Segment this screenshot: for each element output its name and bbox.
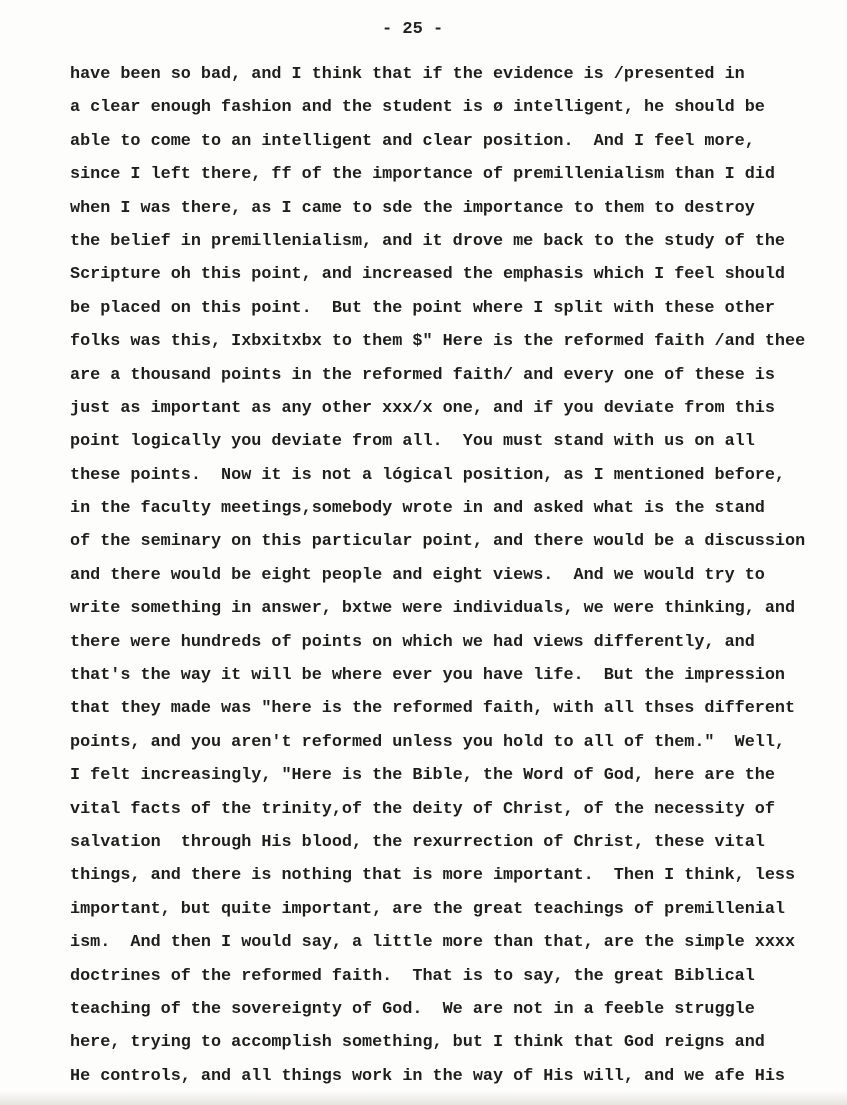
text-line: point logically you deviate from all. You must stand with us on all bbox=[70, 432, 755, 452]
text-line: Scripture oh this point, and increased the emphasis which I feel should bbox=[70, 265, 785, 285]
text-line: able to come to an intelligent and clear position. And I feel more, bbox=[70, 131, 755, 151]
page-bottom-edge bbox=[0, 1091, 847, 1105]
typewritten-body bbox=[70, 58, 805, 1093]
text-line: are a thousand points in the reformed faith/ and every one of these is bbox=[70, 365, 775, 385]
text-line: a clear enough fashion and the student is ø intelligent, he should be bbox=[70, 98, 765, 118]
text-line: folks was this, Ixbxitxbx to them $" Here is the reformed faith /and thee bbox=[70, 332, 806, 352]
text-line: doctrines of the reformed faith. That is to say, the great Biblical bbox=[70, 966, 755, 986]
text-line: write something in answer, bxtwe were individuals, we were thinking, and bbox=[70, 599, 796, 619]
text-line: important, but quite important, are the great teachings of premillenial bbox=[70, 899, 785, 919]
text-line: that they made was "here is the reformed faith, with all thses different bbox=[70, 699, 796, 719]
text-line: of the seminary on this particular point, and there would be a discussion bbox=[70, 532, 806, 552]
text-line: when I was there, as I came to sde the importance to them to destroy bbox=[70, 198, 755, 218]
text-line: the belief in premillenialism, and it drove me back to the study of the bbox=[70, 231, 785, 251]
text-line: these points. Now it is not a lógical position, as I mentioned before, bbox=[70, 465, 785, 485]
text-line: just as important as any other xxx/x one, and if you deviate from this bbox=[70, 398, 775, 418]
text-line: things, and there is nothing that is more important. Then I think, less bbox=[70, 866, 796, 886]
page-number: - 25 - bbox=[382, 20, 444, 39]
text-line: vital facts of the trinity,of the deity of Christ, of the necessity of bbox=[70, 799, 775, 819]
text-line: in the faculty meetings,somebody wrote in and asked what is the stand bbox=[70, 499, 765, 519]
text-line: teaching of the sovereignty of God. We are not in a feeble struggle bbox=[70, 999, 755, 1019]
text-line: here, trying to accomplish something, but I think that God reigns and bbox=[70, 1033, 765, 1053]
text-line: be placed on this point. But the point where I split with these other bbox=[70, 298, 775, 318]
text-line: ism. And then I would say, a little more than that, are the simple xxxx bbox=[70, 933, 796, 953]
text-line: have been so bad, and I think that if the evidence is /presented in bbox=[70, 65, 745, 84]
text-line: that's the way it will be where ever you have life. But the impression bbox=[70, 666, 785, 686]
text-line: and there would be eight people and eight views. And we would try to bbox=[70, 565, 765, 585]
text-line: salvation through His blood, the rexurrection of Christ, these vital bbox=[70, 832, 765, 852]
text-line: points, and you aren't reformed unless you hold to all of them." Well, bbox=[70, 732, 785, 752]
text-line: there were hundreds of points on which we had views differently, and bbox=[70, 632, 755, 652]
text-line: I felt increasingly, "Here is the Bible, the Word of God, here are the bbox=[70, 766, 775, 786]
text-line: since I left there, ff of the importance of premillenialism than I did bbox=[70, 165, 775, 185]
text-line: He controls, and all things work in the way of His will, and we afe His bbox=[70, 1066, 785, 1086]
